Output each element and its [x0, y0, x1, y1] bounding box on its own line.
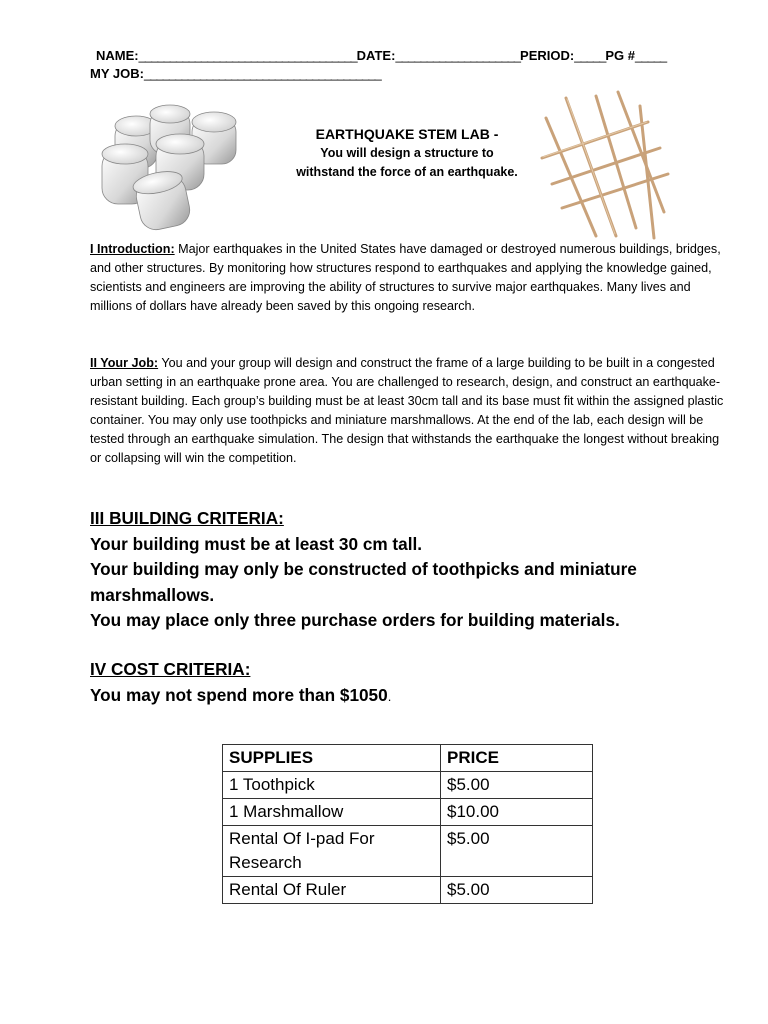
supply-cell: 1 Toothpick	[223, 772, 441, 799]
price-header: PRICE	[441, 745, 593, 772]
header-line-2	[90, 66, 381, 81]
table-row	[223, 877, 593, 904]
building-criteria-line-1: Your building must be at least 30 cm tall.	[90, 533, 423, 554]
period-label: PERIOD:	[520, 48, 575, 63]
table-row	[223, 826, 593, 877]
date-blank[interactable]: ____________________	[395, 48, 521, 63]
price-cell: $5.00	[441, 772, 593, 799]
table-row	[223, 799, 593, 826]
building-criteria-section	[90, 506, 730, 634]
supplies-header: SUPPLIES	[223, 745, 441, 772]
your-job-text: You and your group will design and construct the frame of a large building to be built in a congested urban setting in an earthquake prone area. You are challenged to research, design, and construct an earthquake-resistant building. Each group’s building must be at least 30cm tall and its base must fit within the assigned plastic container. You may only use toothpicks and miniature marshmallows. At the end of the lab, each design will be tested through an earthquake simulation. The design that withstands the earthquake the longest without breaking or collapsing will win the competition.	[90, 356, 724, 465]
lab-subtitle-1: You will design a structure to	[320, 146, 494, 160]
cost-limit-text: You may not spend more than $1050	[90, 684, 388, 705]
lab-subtitle-2: withstand the force of an earthquake.	[296, 165, 518, 179]
price-cell: $5.00	[441, 826, 593, 877]
building-criteria-heading: III BUILDING CRITERIA:	[90, 508, 284, 528]
cost-criteria-heading: IV COST CRITERIA:	[90, 659, 251, 679]
supply-cell: Rental Of Ruler	[223, 877, 441, 904]
supply-cell: 1 Marshmallow	[223, 799, 441, 826]
job-label: MY JOB:	[90, 66, 144, 81]
cost-criteria-line-1	[90, 683, 730, 710]
toothpicks-image	[536, 88, 672, 240]
cost-criteria-section	[90, 657, 730, 709]
name-blank[interactable]: ___________________________________	[138, 48, 357, 63]
introduction-text: Major earthquakes in the United States have damaged or destroyed numerous buildings, bridges, and other structures. By monitoring how structures respond to earthquakes and applying the knowledge gained, scientists and engineers are improving the ability of structures to survive major earthquakes. Many lives and millions of dollars have already been saved by this ongoing research.	[90, 242, 721, 313]
name-label: NAME:	[96, 48, 139, 63]
your-job-section	[90, 354, 726, 468]
supplies-price-table	[222, 744, 593, 904]
pg-blank[interactable]: _____	[635, 48, 667, 63]
pg-label: PG #	[605, 48, 635, 63]
supply-cell: Rental Of I-pad For Research	[223, 826, 441, 877]
your-job-heading: II Your Job:	[90, 356, 159, 370]
table-header-row	[223, 745, 593, 772]
header-line-1	[96, 48, 666, 63]
table-row	[223, 772, 593, 799]
marshmallows-image	[70, 84, 278, 240]
lab-title: EARTHQUAKE STEM LAB -	[315, 126, 499, 142]
cost-limit-period: .	[387, 688, 392, 704]
price-cell: $5.00	[441, 877, 593, 904]
building-criteria-line-3: You may place only three purchase orders for building materials.	[90, 610, 620, 630]
price-cell: $10.00	[441, 799, 593, 826]
job-blank[interactable]: ______________________________________	[143, 66, 381, 81]
period-blank[interactable]: _____	[574, 48, 606, 63]
title-block	[282, 124, 532, 182]
building-criteria-line-2: Your building may only be constructed of toothpicks and miniature marshmallows.	[90, 559, 637, 605]
date-label: DATE:	[356, 48, 396, 63]
introduction-heading: I Introduction:	[90, 242, 175, 256]
introduction-section	[90, 240, 726, 316]
